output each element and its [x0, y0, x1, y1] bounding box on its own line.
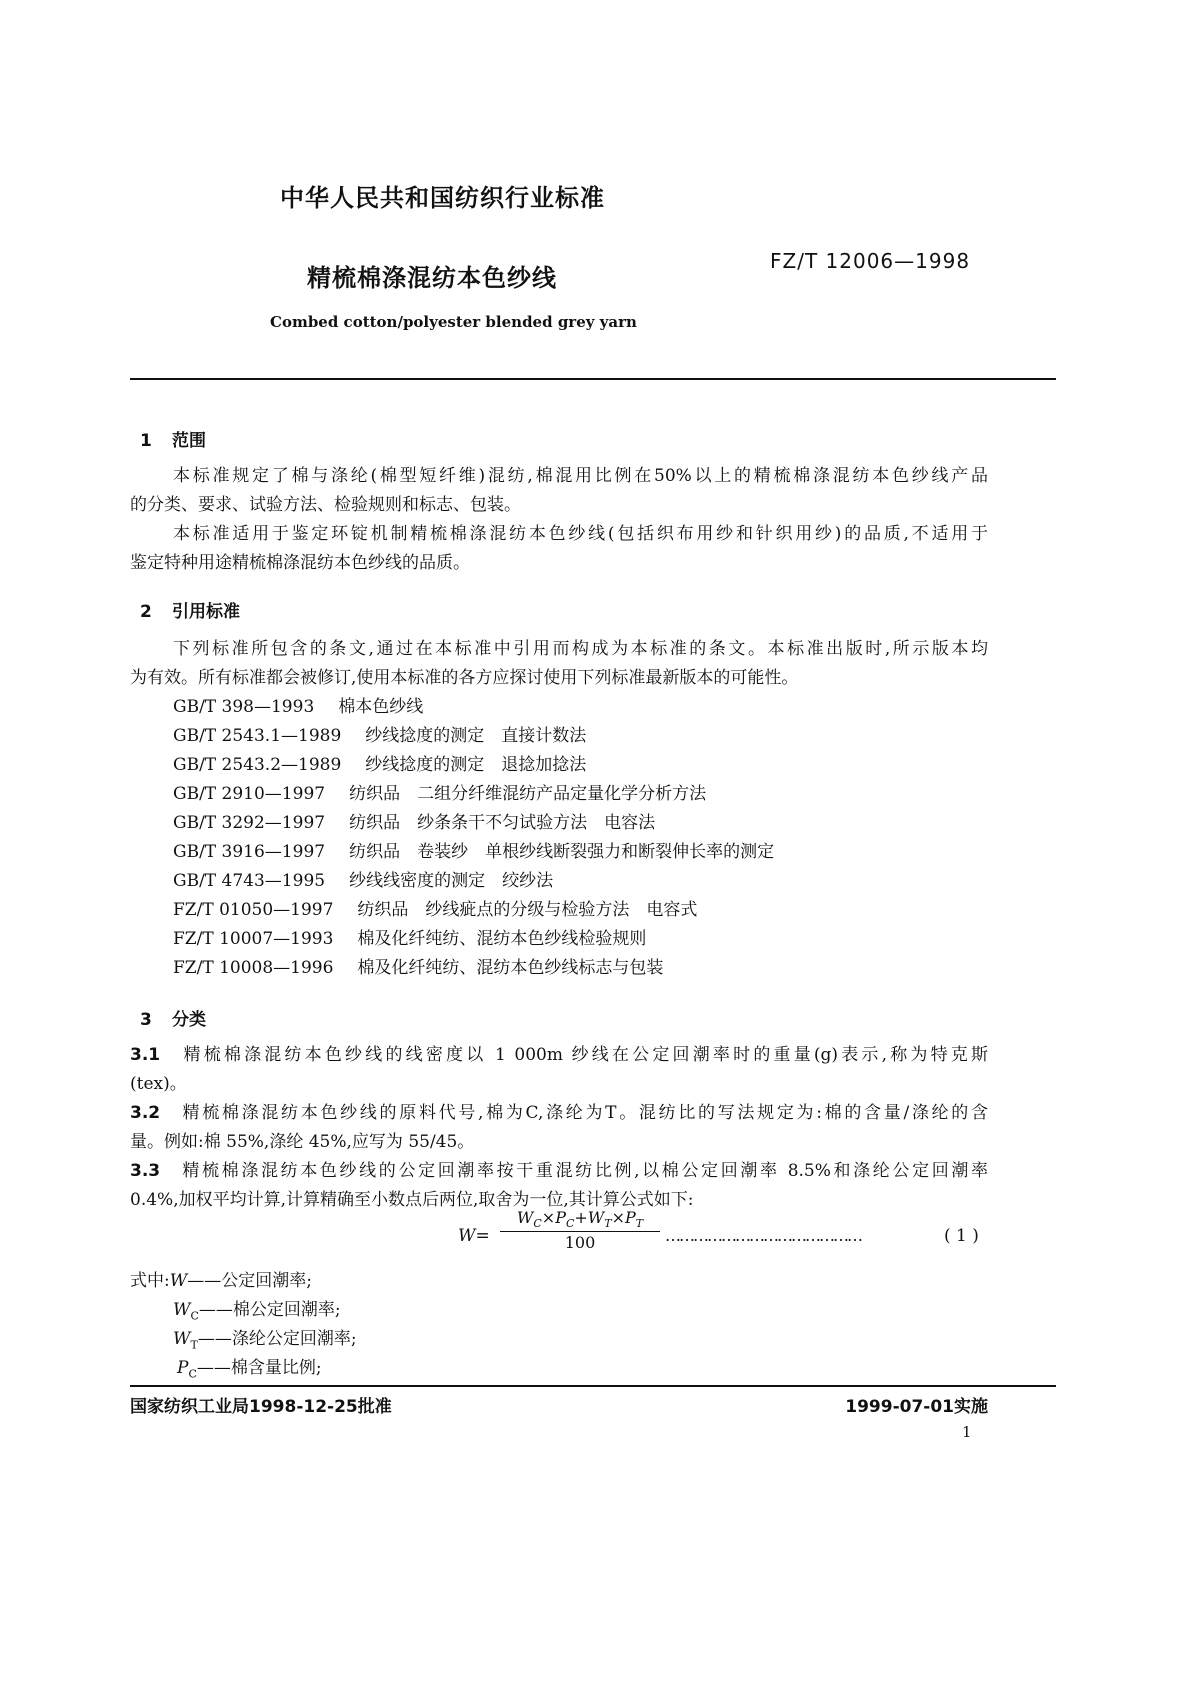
legend-subscript: C — [188, 1367, 197, 1381]
legend-symbol: P — [177, 1358, 189, 1378]
legend-subscript: C — [190, 1309, 199, 1323]
reference-item — [173, 870, 553, 892]
clause-3-1-line: (tex)。 — [130, 1074, 187, 1094]
s1-paragraph-line: 鉴定特种用途精梳棉涤混纺本色纱线的品质。 — [130, 553, 470, 573]
reference-item — [173, 812, 655, 834]
reference-title: 棉本色纱线 — [338, 697, 424, 717]
org-title: 中华人民共和国纺织行业标准 — [280, 184, 605, 212]
reference-code: GB/T 2910—1997 — [173, 784, 326, 804]
reference-code: GB/T 398—1993 — [173, 697, 315, 717]
clause-3-3-line: 0.4%,加权平均计算,计算精确至小数点后两位,取舍为一位,其计算公式如下: — [130, 1190, 694, 1210]
reference-code: FZ/T 10008—1996 — [173, 958, 334, 978]
section-number: 2 — [140, 602, 152, 622]
legend-desc: ——公定回潮率; — [187, 1271, 312, 1291]
legend-desc: ——棉含量比例; — [196, 1358, 322, 1378]
s1-paragraph-line: 本标准规定了棉与涤纶(棉型短纤维)混纺,棉混用比例在50%以上的精梳棉涤混纺本色纱线产品 — [173, 466, 988, 486]
legend-desc: ——涤纶公定回潮率; — [197, 1329, 357, 1349]
reference-title: 纱线捻度的测定 退捻加捻法 — [365, 755, 587, 775]
clause-3-1-line — [130, 1044, 988, 1066]
s1-paragraph-line: 的分类、要求、试验方法、检验规则和标志、包装。 — [130, 495, 521, 515]
reference-title: 纱线线密度的测定 绞纱法 — [349, 871, 554, 891]
page-number: 1 — [962, 1423, 972, 1441]
clause-text: 精梳棉涤混纺本色纱线的原料代号,棉为C,涤纶为T。混纺比的写法规定为:棉的含量/涤纶的含 — [182, 1103, 988, 1123]
clause-text: 精梳棉涤混纺本色纱线的线密度以 1 000m 纱线在公定回潮率时的重量(g)表示,称为特克斯 — [183, 1045, 988, 1065]
reference-item — [173, 696, 423, 718]
header-divider — [130, 378, 1056, 380]
section-title: 范围 — [172, 431, 206, 451]
equation-number: ( 1 ) — [944, 1226, 979, 1246]
clause-3-2-line — [130, 1102, 988, 1124]
doc-title-en: Combed cotton/polyester blended grey yarn — [270, 313, 637, 331]
legend-line — [130, 1270, 312, 1292]
legend-line — [177, 1357, 322, 1385]
doc-title-cn: 精梳棉涤混纺本色纱线 — [307, 264, 557, 292]
reference-item — [173, 725, 586, 747]
clause-3-3-line — [130, 1160, 988, 1182]
reference-item — [173, 899, 697, 921]
section-title: 引用标准 — [172, 602, 240, 622]
reference-item — [173, 928, 646, 950]
reference-title: 纺织品 二组分纤维混纺产品定量化学分析方法 — [349, 784, 707, 804]
reference-title: 纺织品 纱线疵点的分级与检验方法 电容式 — [357, 900, 698, 920]
reference-code: GB/T 4743—1995 — [173, 871, 326, 891]
reference-item — [173, 754, 586, 776]
s2-paragraph-line: 下列标准所包含的条文,通过在本标准中引用而构成为本标准的条文。本标准出版时,所示版本均 — [173, 639, 988, 659]
formula-denominator: 100 — [564, 1233, 596, 1253]
legend-intro: 式中: — [130, 1271, 170, 1291]
legend-symbol: W — [173, 1329, 191, 1349]
reference-code: GB/T 3916—1997 — [173, 842, 326, 862]
reference-item — [173, 783, 706, 805]
section-number: 3 — [140, 1010, 152, 1030]
s2-paragraph-line: 为有效。所有标准都会被修订,使用本标准的各方应探讨使用下列标准最新版本的可能性。 — [130, 668, 799, 688]
s1-paragraph-line: 本标准适用于鉴定环锭机制精梳棉涤混纺本色纱线(包括织布用纱和针织用纱)的品质,不适用于 — [173, 524, 988, 544]
reference-code: GB/T 3292—1997 — [173, 813, 326, 833]
clause-number: 3.2 — [130, 1103, 161, 1123]
clause-number: 3.3 — [130, 1161, 161, 1181]
section-number: 1 — [140, 431, 152, 451]
section-title: 分类 — [172, 1010, 206, 1030]
clause-number: 3.1 — [130, 1045, 161, 1065]
legend-line — [173, 1299, 341, 1327]
reference-title: 纱线捻度的测定 直接计数法 — [365, 726, 587, 746]
formula-numerator: $W_C\times P_C+W_T\times P_T$ — [500, 1208, 660, 1232]
legend-symbol: W — [169, 1271, 188, 1291]
legend-line — [173, 1328, 357, 1356]
footer-divider — [130, 1385, 1056, 1387]
reference-title: 纺织品 纱条条干不匀试验方法 电容法 — [349, 813, 656, 833]
section-1-heading — [140, 426, 206, 451]
reference-item — [173, 957, 663, 979]
effective-date: 1999-07-01实施 — [845, 1397, 988, 1417]
formula-fraction — [500, 1208, 660, 1252]
formula-lhs: W= — [458, 1226, 490, 1246]
reference-code: GB/T 2543.2—1989 — [173, 755, 342, 775]
section-2-heading — [140, 597, 240, 622]
legend-desc: ——棉公定回潮率; — [198, 1300, 341, 1320]
reference-item — [173, 841, 774, 863]
standard-number: FZ/T 12006—1998 — [770, 249, 971, 273]
reference-title: 纺织品 卷装纱 单根纱线断裂强力和断裂伸长率的测定 — [349, 842, 775, 862]
approval-date: 国家纺织工业局1998-12-25批准 — [130, 1397, 392, 1417]
formula-leader: …………………………………… — [665, 1226, 861, 1245]
legend-subscript: T — [190, 1338, 198, 1352]
reference-title: 棉及化纤纯纺、混纺本色纱线标志与包装 — [357, 958, 664, 978]
reference-code: GB/T 2543.1—1989 — [173, 726, 342, 746]
clause-text: 精梳棉涤混纺本色纱线的公定回潮率按干重混纺比例,以棉公定回潮率 8.5%和涤纶公定回潮率 — [182, 1161, 988, 1181]
clause-3-2-line: 量。例如:棉 55%,涤纶 45%,应写为 55/45。 — [130, 1132, 475, 1152]
legend-symbol: W — [173, 1300, 191, 1320]
reference-title: 棉及化纤纯纺、混纺本色纱线检验规则 — [357, 929, 647, 949]
reference-code: FZ/T 01050—1997 — [173, 900, 334, 920]
reference-code: FZ/T 10007—1993 — [173, 929, 334, 949]
section-3-heading — [140, 1005, 206, 1030]
